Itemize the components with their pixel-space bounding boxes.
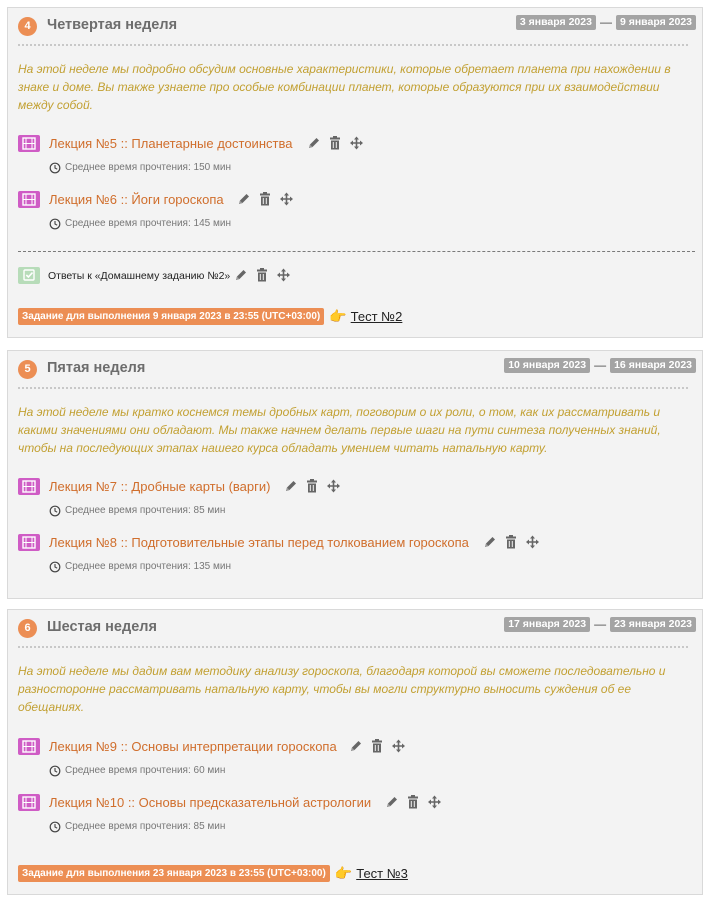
date-separator: — bbox=[594, 358, 607, 372]
task-row bbox=[18, 865, 408, 882]
film-icon bbox=[18, 135, 40, 152]
date-end: 23 января 2023 bbox=[610, 617, 696, 632]
week-header bbox=[8, 351, 702, 387]
reading-time bbox=[49, 162, 231, 178]
date-start: 17 января 2023 bbox=[504, 617, 590, 632]
week-header bbox=[8, 610, 702, 646]
lesson-item bbox=[18, 135, 688, 179]
lesson-item bbox=[18, 534, 688, 578]
clock-icon bbox=[49, 162, 61, 178]
date-end: 16 января 2023 bbox=[610, 358, 696, 373]
week-title: Шестая неделя bbox=[47, 619, 157, 635]
lesson-item bbox=[18, 738, 688, 782]
lesson-tools bbox=[385, 795, 445, 811]
week-card bbox=[7, 350, 703, 599]
film-icon bbox=[18, 534, 40, 551]
trash-icon[interactable] bbox=[256, 268, 268, 287]
lesson-link[interactable]: Лекция №8 :: Подготовительные этапы перед толкованием гороскопа bbox=[49, 535, 469, 550]
reading-time-text: Среднее время прочтения: 135 мин bbox=[65, 561, 231, 572]
week-description: На этой неделе мы подробно обсудим основные характеристики, которые обретает планета при нахождении в знаке и доме. Вы также узнаете про особые комбинации планет, которые образуются при их взаимодействии между собой. bbox=[18, 62, 671, 112]
checkbox-icon bbox=[18, 267, 40, 284]
pencil-icon[interactable] bbox=[237, 192, 251, 211]
date-separator: — bbox=[599, 15, 612, 29]
lesson-tools bbox=[237, 192, 297, 208]
reading-time-text: Среднее время прочтения: 145 мин bbox=[65, 218, 231, 229]
homework-link[interactable]: Ответы к «Домашнему заданию №2» bbox=[48, 270, 231, 282]
lesson-tools bbox=[349, 739, 409, 755]
week-date-range bbox=[504, 358, 696, 373]
reading-time-text: Среднее время прочтения: 60 мин bbox=[65, 765, 226, 776]
week-date-range bbox=[504, 617, 696, 632]
pencil-icon[interactable] bbox=[385, 795, 399, 814]
trash-icon[interactable] bbox=[329, 136, 341, 155]
move-arrows-icon[interactable] bbox=[327, 479, 340, 498]
move-arrows-icon[interactable] bbox=[277, 268, 290, 287]
lesson-link[interactable]: Лекция №7 :: Дробные карты (варги) bbox=[49, 479, 271, 494]
pencil-icon[interactable] bbox=[349, 739, 363, 758]
section-divider bbox=[18, 251, 695, 252]
film-icon bbox=[18, 478, 40, 495]
lesson-link[interactable]: Лекция №9 :: Основы интерпретации гороскопа bbox=[49, 739, 337, 754]
week-description: На этой неделе мы кратко коснемся темы дробных карт, поговорим о их роли, о том, как их рассматривать и какими значениями они обладают. Мы также начнем делать первые шаги на пути синтеза полученных знаний, чтобы на последующих этапах нашего курса обладать умением читать натальную карту. bbox=[18, 405, 661, 455]
week-header bbox=[8, 8, 702, 44]
week-card bbox=[7, 609, 703, 895]
lesson-link[interactable]: Лекция №6 :: Йоги гороскопа bbox=[49, 192, 224, 207]
week-title: Четвертая неделя bbox=[47, 17, 178, 33]
trash-icon[interactable] bbox=[505, 535, 517, 554]
test-link[interactable]: Тест №2 bbox=[350, 309, 403, 324]
header-divider bbox=[18, 44, 688, 46]
pointing-hand-icon: 👉 bbox=[334, 865, 353, 881]
reading-time bbox=[49, 505, 225, 521]
clock-icon bbox=[49, 821, 61, 837]
lesson-tools bbox=[284, 479, 344, 495]
week-number-badge: 6 bbox=[18, 619, 37, 638]
trash-icon[interactable] bbox=[407, 795, 419, 814]
week-card bbox=[7, 7, 703, 338]
date-start: 3 января 2023 bbox=[516, 15, 596, 30]
move-arrows-icon[interactable] bbox=[350, 136, 363, 155]
film-icon bbox=[18, 738, 40, 755]
lesson-item bbox=[18, 478, 688, 522]
trash-icon[interactable] bbox=[259, 192, 271, 211]
pencil-icon[interactable] bbox=[284, 479, 298, 498]
clock-icon bbox=[49, 218, 61, 234]
task-row bbox=[18, 308, 402, 325]
week-number-badge: 5 bbox=[18, 360, 37, 379]
date-start: 10 января 2023 bbox=[504, 358, 590, 373]
task-deadline-badge: Задание для выполнения 23 января 2023 в 23:55 (UTC+03:00) bbox=[18, 865, 330, 882]
move-arrows-icon[interactable] bbox=[428, 795, 441, 814]
lesson-tools bbox=[483, 535, 543, 551]
film-icon bbox=[18, 191, 40, 208]
pencil-icon[interactable] bbox=[307, 136, 321, 155]
homework-item bbox=[18, 267, 688, 285]
task-deadline-badge: Задание для выполнения 9 января 2023 в 23:55 (UTC+03:00) bbox=[18, 308, 324, 325]
trash-icon[interactable] bbox=[306, 479, 318, 498]
reading-time bbox=[49, 218, 231, 234]
pointing-hand-icon: 👉 bbox=[329, 308, 347, 324]
trash-icon[interactable] bbox=[371, 739, 383, 758]
pencil-icon[interactable] bbox=[234, 268, 248, 287]
date-separator: — bbox=[594, 617, 607, 631]
reading-time bbox=[49, 765, 225, 781]
reading-time-text: Среднее время прочтения: 85 мин bbox=[65, 505, 226, 516]
reading-time bbox=[49, 561, 231, 577]
move-arrows-icon[interactable] bbox=[392, 739, 405, 758]
test-link[interactable]: Тест №3 bbox=[356, 866, 408, 881]
film-icon bbox=[18, 794, 40, 811]
move-arrows-icon[interactable] bbox=[280, 192, 293, 211]
move-arrows-icon[interactable] bbox=[526, 535, 539, 554]
header-divider bbox=[18, 646, 688, 648]
week-date-range bbox=[516, 15, 696, 30]
reading-time bbox=[49, 821, 225, 837]
lesson-link[interactable]: Лекция №5 :: Планетарные достоинства bbox=[49, 136, 293, 151]
lesson-item bbox=[18, 794, 688, 838]
week-number-badge: 4 bbox=[18, 17, 37, 36]
reading-time-text: Среднее время прочтения: 85 мин bbox=[65, 821, 226, 832]
date-end: 9 января 2023 bbox=[616, 15, 696, 30]
header-divider bbox=[18, 387, 688, 389]
week-title: Пятая неделя bbox=[47, 360, 146, 376]
lesson-tools bbox=[307, 136, 367, 152]
clock-icon bbox=[49, 505, 61, 521]
pencil-icon[interactable] bbox=[483, 535, 497, 554]
homework-tools bbox=[234, 268, 294, 284]
week-description: На этой неделе мы дадим вам методику анализу гороскопа, благодаря которой вы сможете последовательно и разносторонне рассматривать натальную карту, чтобы вы могли структурно выносить суждения об ее обещаниях. bbox=[18, 664, 666, 714]
lesson-item bbox=[18, 191, 688, 235]
clock-icon bbox=[49, 561, 61, 577]
lesson-link[interactable]: Лекция №10 :: Основы предсказательной астрологии bbox=[49, 795, 372, 810]
reading-time-text: Среднее время прочтения: 150 мин bbox=[65, 162, 231, 173]
clock-icon bbox=[49, 765, 61, 781]
